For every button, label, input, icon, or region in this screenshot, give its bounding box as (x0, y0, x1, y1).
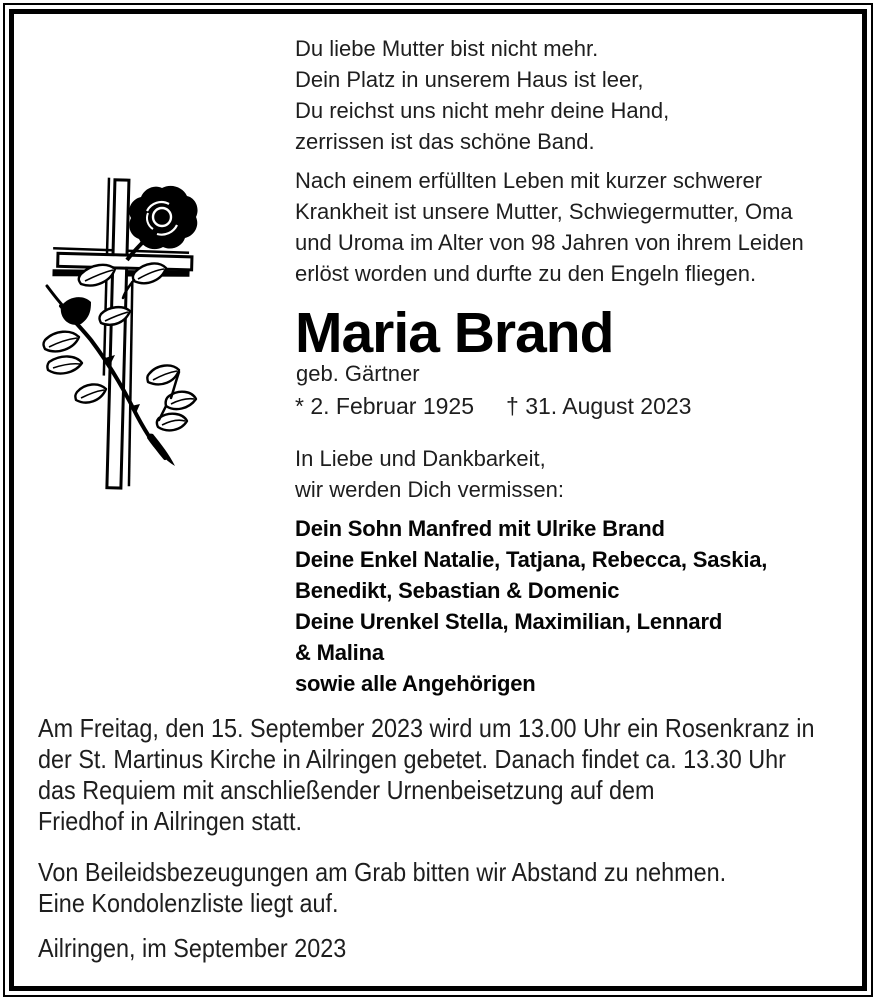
mourners-line: Benedikt, Sebastian & Domenic (295, 578, 620, 603)
farewell-text (295, 443, 564, 505)
condolence-note (38, 857, 726, 919)
poem-line: Dein Platz in unserem Haus ist leer, (295, 67, 644, 92)
condolence-line: Von Beileidsbezeugungen am Grab bitten wir Abstand zu nehmen. (38, 857, 727, 887)
life-dates (295, 392, 691, 421)
condolence-line: Eine Kondolenzliste liegt auf. (38, 888, 339, 918)
deceased-name: Maria Brand (295, 301, 614, 365)
poem-line: Du liebe Mutter bist nicht mehr. (295, 36, 599, 61)
announcement-line: Krankheit ist unsere Mutter, Schwiegermutter, Oma (295, 199, 793, 224)
funeral-information (38, 713, 815, 837)
mourners-list (295, 513, 767, 699)
birth-date: * 2. Februar 1925 (295, 393, 475, 419)
death-announcement (295, 165, 804, 289)
poem-line: zerrissen ist das schöne Band. (295, 129, 595, 154)
mourners-line: Deine Urenkel Stella, Maximilian, Lennard (295, 609, 723, 634)
maiden-name: geb. Gärtner (296, 361, 420, 386)
place-and-date: Ailringen, im September 2023 (38, 933, 347, 963)
funeral-line: Am Freitag, den 15. September 2023 wird um 13.00 Uhr ein Rosenkranz in (38, 713, 815, 743)
cross-rose-illustration (35, 166, 240, 501)
announcement-line: und Uroma im Alter von 98 Jahren von ihrem Leiden (295, 230, 804, 255)
funeral-line: das Requiem mit anschließender Urnenbeisetzung auf dem (38, 775, 655, 805)
poem-line: Du reichst uns nicht mehr deine Hand, (295, 98, 670, 123)
death-date: † 31. August 2023 (506, 393, 692, 419)
memorial-poem (295, 33, 669, 157)
mourners-line: Deine Enkel Natalie, Tatjana, Rebecca, Saskia, (295, 547, 768, 572)
stem-bud (61, 297, 91, 325)
stem-tip (147, 434, 175, 466)
farewell-line: wir werden Dich vermissen: (295, 477, 564, 502)
farewell-line: In Liebe und Dankbarkeit, (295, 446, 546, 471)
rose-flower (127, 186, 198, 260)
announcement-line: erlöst worden und durfte zu den Engeln fliegen. (295, 261, 757, 286)
funeral-line: der St. Martinus Kirche in Ailringen gebetet. Danach findet ca. 13.30 Uhr (38, 744, 786, 774)
mourners-line: sowie alle Angehörigen (295, 671, 536, 696)
announcement-line: Nach einem erfüllten Leben mit kurzer schwerer (295, 168, 763, 193)
mourners-line: Dein Sohn Manfred mit Ulrike Brand (295, 516, 665, 541)
mourners-line: & Malina (295, 640, 384, 665)
funeral-line: Friedhof in Ailringen statt. (38, 806, 303, 836)
